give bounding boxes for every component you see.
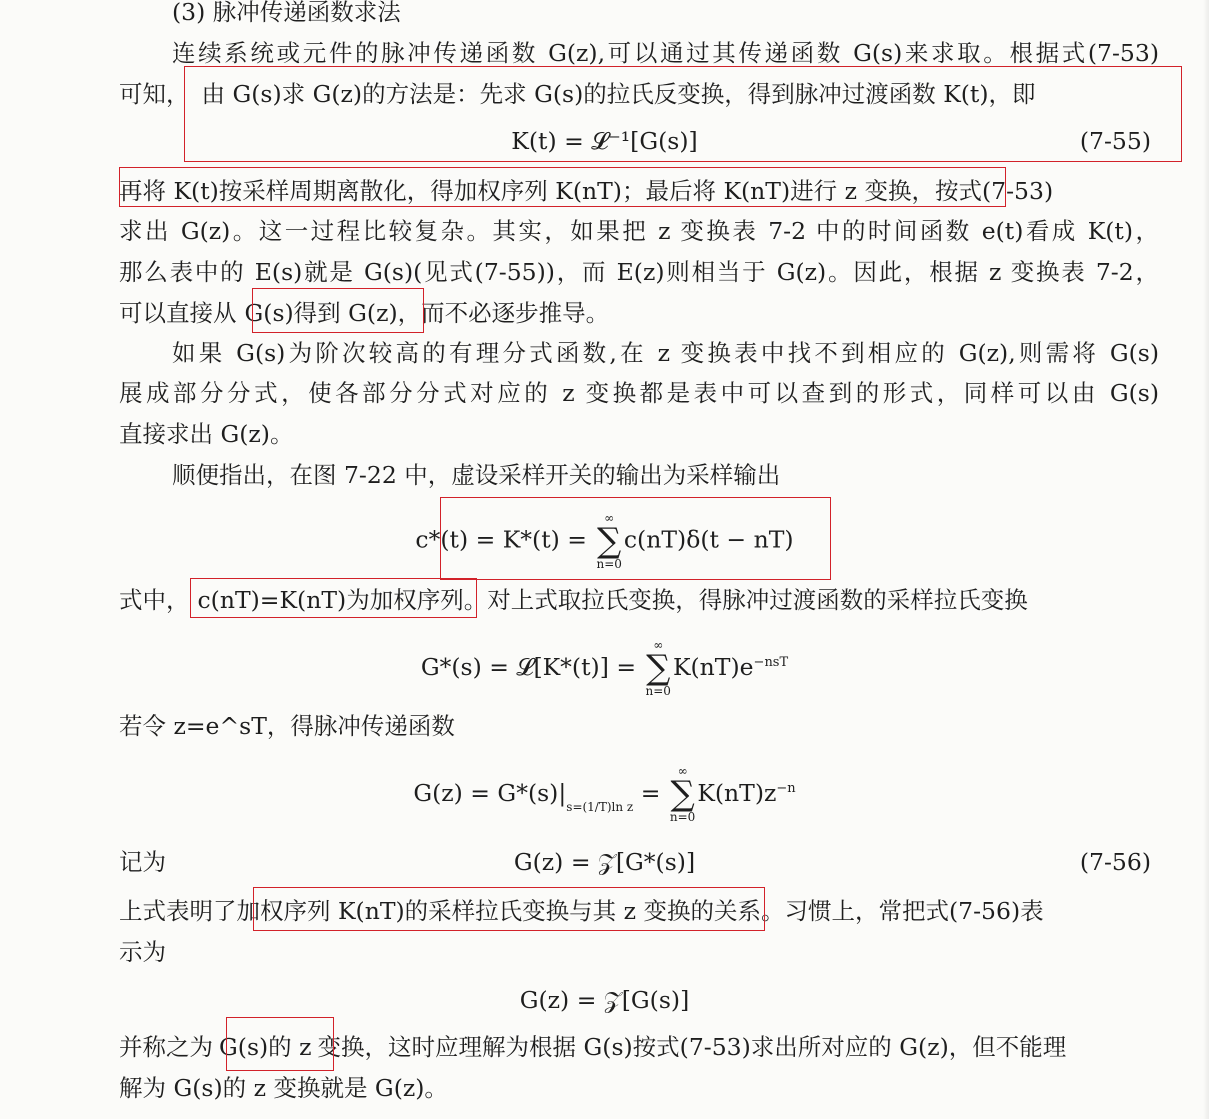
paragraph-line: 连续系统或元件的脉冲传递函数 G(z),可以通过其传递函数 G(s)来求取。根据式(7-53) xyxy=(172,39,1159,67)
paragraph-line: 求出 G(z)。这一过程比较复杂。其实，如果把 z 变换表 7-2 中的时间函数 e(t)看成 K(t)， xyxy=(119,217,1159,245)
text-run: ，按式(7-53) xyxy=(911,177,1054,205)
equation-formula: K(t) = 𝓛⁻¹[G(s)] xyxy=(511,127,698,155)
sum-symbol: ∑ xyxy=(646,648,671,689)
sum-upper-limit: ∞ xyxy=(653,638,664,653)
text-run: 变换，这时应理解为根据 G(s)按式(7-53)求出所对应的 G(z)，但不能理 xyxy=(317,1033,1067,1061)
sum-upper-limit: ∞ xyxy=(677,764,688,779)
equation-lhs: c*(t) = K*(t) = xyxy=(415,525,595,554)
sum-upper-limit: ∞ xyxy=(604,511,615,525)
text-run: 。对上式取拉氏变换，得脉冲过渡函数的采样拉氏变换 xyxy=(463,586,1028,614)
text-run: 可以直接从 xyxy=(119,299,237,327)
equation-lhs: G(z) = G*(s)| xyxy=(413,778,567,807)
equation-exponent: −nsT xyxy=(753,655,789,670)
highlight-box-method xyxy=(184,66,1182,162)
text-run: 上式表明了 xyxy=(119,897,237,925)
sum-lower-limit: n=0 xyxy=(645,684,671,699)
highlight-box-weighted-def xyxy=(190,578,477,618)
paragraph-line: 示为 xyxy=(119,938,166,966)
text-run: 式中， xyxy=(119,586,190,614)
paragraph-line: 如果 G(s)为阶次较高的有理分式函数,在 z 变换表中找不到相应的 G(z),则需将 G(s) xyxy=(172,339,1159,367)
equation-pulse-transfer xyxy=(0,764,1209,832)
highlighted-text: 由 G(s)求 G(z)的方法是：先求 G(s)的拉氏反变换，得到脉冲过渡函数 K(t)，即 xyxy=(201,80,1036,108)
equation-rhs: K(nT)z xyxy=(697,778,777,807)
equation-sampled-laplace xyxy=(0,638,1209,697)
highlight-box-gs-z xyxy=(226,1017,334,1071)
equation-rhs: c(nT)δ(t − nT) xyxy=(623,525,794,554)
summation-sign xyxy=(670,765,695,823)
highlighted-text: 再将 K(t)按采样周期离散化，得加权序列 K(nT)；最后将 K(nT)进行 z 变换 xyxy=(119,177,912,205)
paragraph-line: 若令 z=e^sT，得脉冲传递函数 xyxy=(119,712,455,740)
sum-symbol: ∑ xyxy=(597,521,622,561)
paragraph-line: 顺便指出，在图 7-22 中，虚设采样开关的输出为采样输出 xyxy=(172,461,781,489)
text-run: 的关系。习惯上，常把式(7-56)表 xyxy=(690,897,1044,925)
equation-lhs: G*(s) = 𝓛[K*(t)] = xyxy=(420,652,644,681)
equation-formula: G(z) = 𝒵[G*(s)] xyxy=(513,848,696,876)
paragraph-line: 直接求出 G(z)。 xyxy=(119,420,294,448)
highlight-box-gs-to-gz xyxy=(252,288,424,333)
highlighted-text: G(s)的 z xyxy=(219,1033,312,1061)
equation-exponent: −n xyxy=(776,781,796,796)
highlighted-text: G(s)得到 G(z) xyxy=(244,299,398,327)
equation-number: (7-55) xyxy=(1079,127,1151,155)
paragraph-line: 展成部分分式，使各部分分式对应的 z 变换都是表中可以查到的形式，同样可以由 G(s) xyxy=(119,379,1159,407)
paragraph-line: 那么表中的 E(s)就是 G(s)(见式(7-55))，而 E(z)则相当于 G(z)。因此，根据 z 变换表 7-2， xyxy=(119,258,1159,286)
equation-number: (7-56) xyxy=(1079,848,1151,876)
paragraph-line: 解为 G(s)的 z 变换就是 G(z)。 xyxy=(119,1074,448,1102)
highlighted-text: c(nT)=K(nT)为加权序列 xyxy=(197,586,464,614)
equation-condition: s=(1/T)ln z xyxy=(566,799,634,814)
text-run: ，而不必逐步推导。 xyxy=(397,299,610,327)
summation-sign xyxy=(646,639,671,697)
highlight-box-relation xyxy=(253,887,765,931)
text-run: 可知， xyxy=(119,80,190,108)
equation-label: 记为 xyxy=(119,848,166,876)
equation-z-transform xyxy=(0,984,1209,1016)
text-run: 并称之为 xyxy=(119,1033,213,1061)
highlight-box-sampled-output xyxy=(440,497,831,580)
sum-lower-limit: n=0 xyxy=(596,557,622,571)
page-edge-shadow xyxy=(1203,0,1209,1119)
highlighted-text: 加权序列 K(nT)的采样拉氏变换与其 z 变换 xyxy=(236,897,691,925)
section-heading: (3) 脉冲传递函数求法 xyxy=(172,0,401,26)
sum-lower-limit: n=0 xyxy=(669,810,696,825)
highlight-box-weighted-sequence xyxy=(119,167,1006,207)
equation-equals: = xyxy=(633,778,668,807)
sum-symbol: ∑ xyxy=(670,774,695,815)
equation-rhs: K(nT)e xyxy=(672,652,754,681)
equation-7-56 xyxy=(0,846,1209,878)
equation-formula: G(z) = 𝒵[G(s)] xyxy=(519,986,690,1014)
